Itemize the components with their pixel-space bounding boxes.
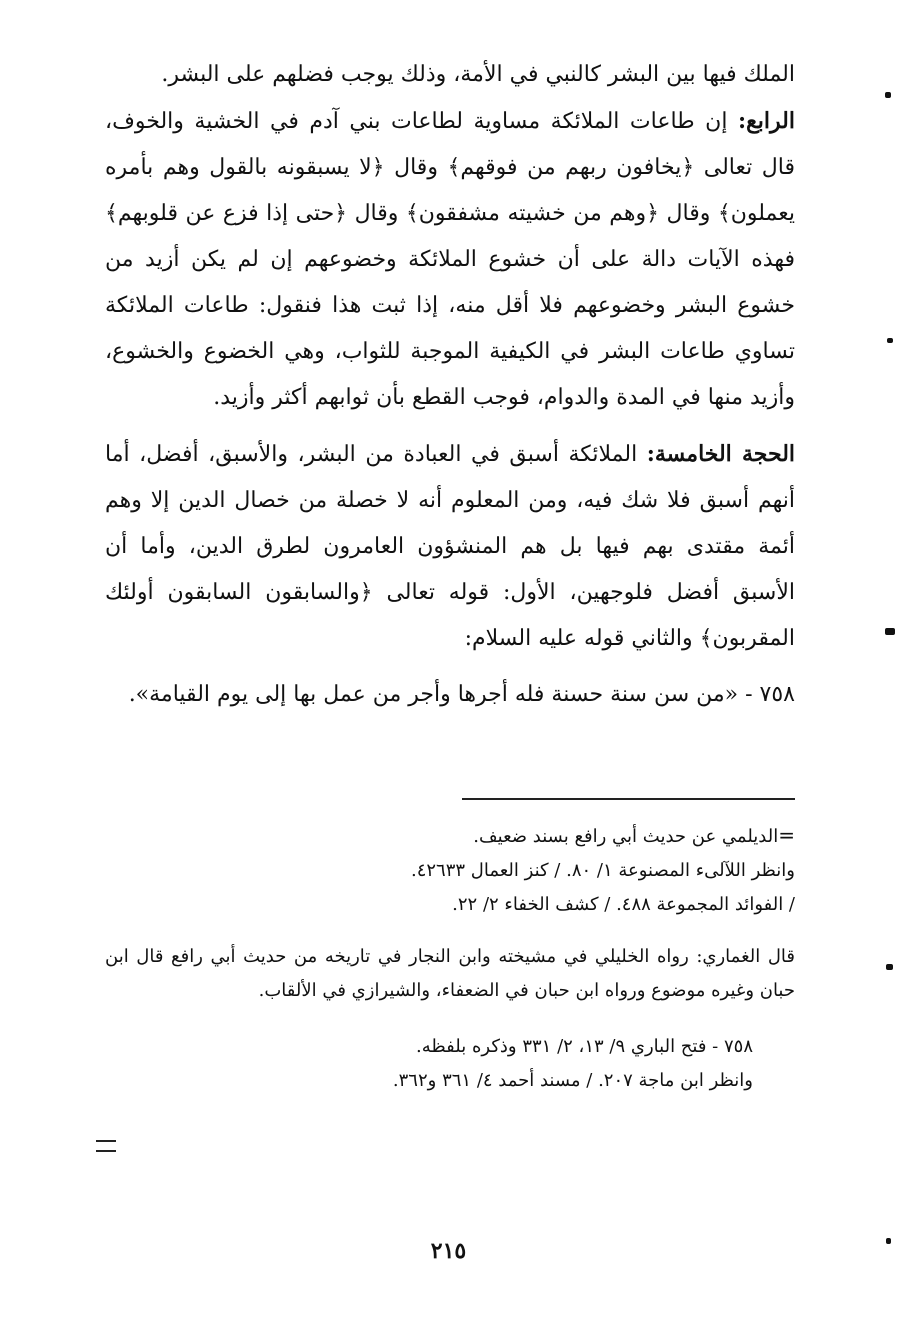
paragraph-label: الرابع: [737,108,795,134]
scan-artifact [887,338,893,343]
footnote-text: الديلمي عن حديث أبي رافع بسند ضعيف. [473,826,779,847]
main-text [105,52,795,718]
scan-artifact [885,92,891,98]
scan-artifact [885,628,895,635]
scan-artifact [886,1238,891,1244]
scan-artifact [886,964,893,970]
paragraph-fourth-argument [105,98,795,421]
footnote-line: / الفوائد المجموعة ٤٨٨. / كشف الخفاء ٢/ ٢٢. [452,894,795,915]
footnote-line [105,818,795,854]
hadith-758: ٧٥٨ - «من سن سنة حسنة فله أجرها وأجر من عمل بها إلى يوم القيامة». [128,682,795,707]
continuation-mark [96,1140,116,1152]
footnote-ghumari: قال الغماري: رواه الخليلي في مشيخته وابن النجار في تاريخه من حديث أبي رافع قال ابن حبان وغيره موضوع ورواه ابن حبان في الضعفاء، والشيرازي في الألقاب. [105,946,795,1001]
page-number: ٢١٥ [430,1238,467,1264]
footnote-divider [462,798,795,800]
footnote-758: ٧٥٨ - فتح الباري ٩/ ١٣، ٢/ ٣٣١ وذكره بلفظه. [416,1036,753,1057]
footnote-line: وانظر ابن ماجة ٢٠٧. / مسند أحمد ٤/ ٣٦١ و٣٦٢. [392,1070,753,1091]
paragraph-fifth-argument [105,431,795,662]
paragraph-text: الملائكة أسبق في العبادة من البشر، والأسبق، أفضل، أما أنهم أسبق فلا شك فيه، ومن المعلوم أنه لا خصلة من خصال الدين إلا وهم أئمة مقتدى بهم فيها بل هم المنشؤون العامرون لطرق الدين، وأما أن الأسبق أفضل فلوجهين، الأول: قوله تعالى ﴿والسابقون السابقون أولئك المقربون﴾ والثاني قوله عليه السلام: [105,442,795,651]
paragraph-text: إن طاعات الملائكة مساوية لطاعات بني آدم في الخشية والخوف، قال تعالى ﴿يخافون ربهم من فوقهم﴾ وقال ﴿لا يسبقونه بالقول وهم بأمره يعملون﴾ وقال ﴿وهم من خشيته مشفقون﴾ وقال ﴿حتى إذا فزع عن قلوبهم﴾ فهذه الآيات دالة على أن خشوع الملائكة وخضوعهم إن لم يكن أزيد من خشوع البشر وخضوعهم فلا أقل منه، إذا ثبت هذا فنقول: طاعات الملائكة تساوي طاعات البشر في الكيفية الموجبة للثواب، وهي الخضوع والخشوع، وأزيد منها في المدة والدوام، فوجب القطع بأن ثوابهم أكثر وأزيد. [105,109,795,410]
paragraph-1: الملك فيها بين البشر كالنبي في الأمة، وذلك يوجب فضلهم على البشر. [161,62,795,87]
footnote-line: وانظر اللآلىء المصنوعة ١/ ٨٠. / كنز العمال ٤٢٦٣٣. [410,860,795,881]
continuation-marker: = [778,823,795,847]
footnotes [105,818,795,1098]
paragraph-label: الحجة الخامسة: [646,441,796,467]
